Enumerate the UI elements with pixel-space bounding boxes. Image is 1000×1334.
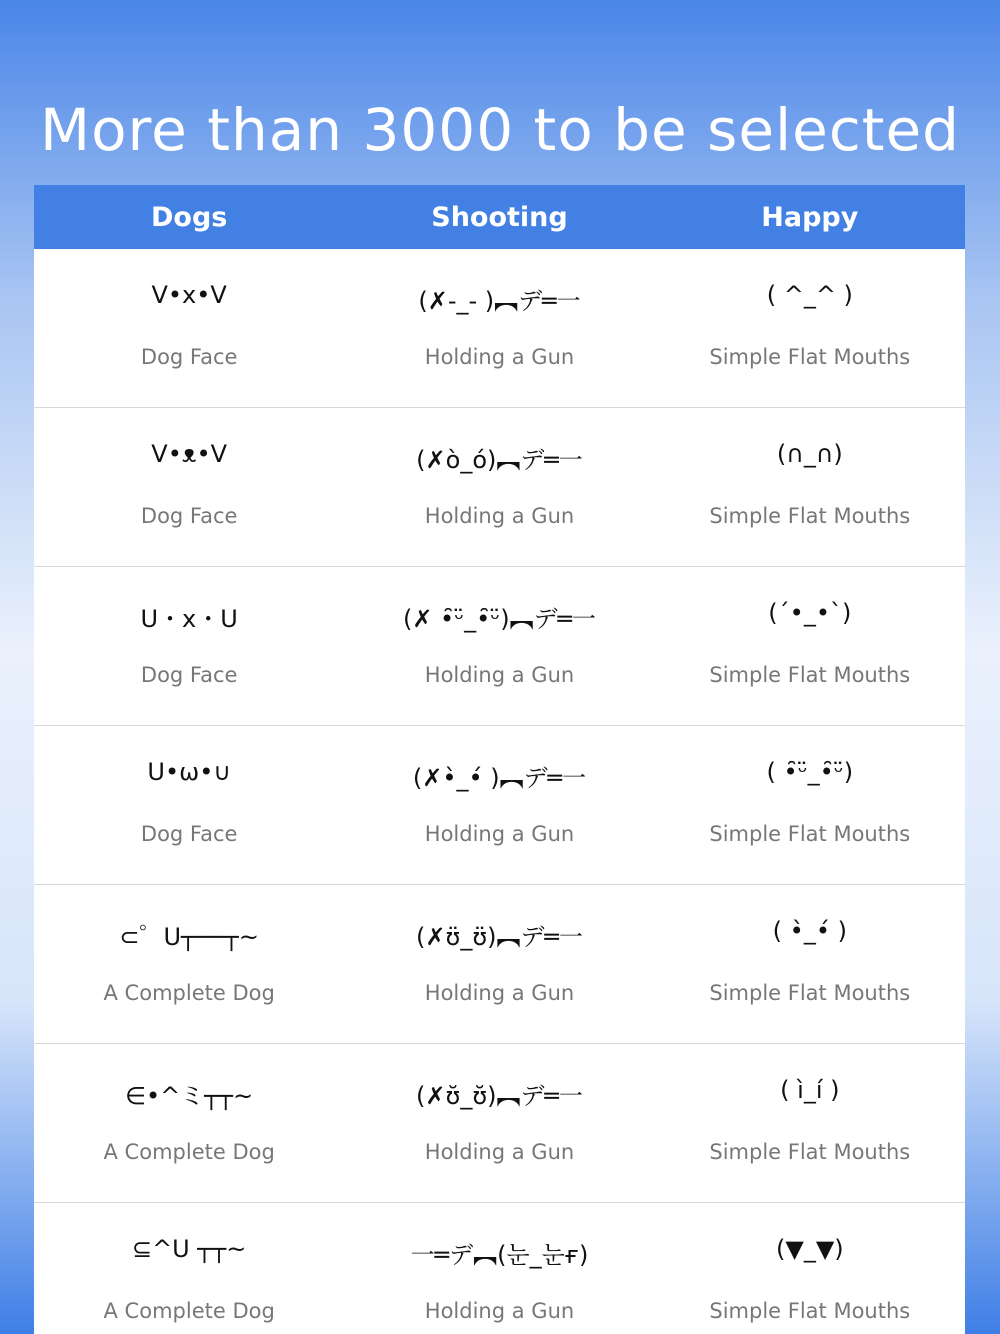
emoticon-description: Simple Flat Mouths	[709, 822, 911, 846]
emoticon-cell[interactable]	[655, 726, 965, 884]
emoticon-description: Dog Face	[140, 663, 238, 687]
emoticon-cell[interactable]	[655, 1203, 965, 1334]
emoticon-description: Holding a Gun	[424, 1299, 575, 1323]
emoticon-cell[interactable]	[655, 885, 965, 1043]
emoticon-cell[interactable]	[344, 885, 654, 1043]
emoticon-description: A Complete Dog	[103, 1299, 275, 1323]
emoticon-face: (✗ •̑ᵕ̈_•̑ᵕ̈)︻デ═一	[402, 605, 597, 633]
table-row	[34, 726, 965, 885]
column-header-happy[interactable]: Happy	[761, 201, 859, 233]
emoticon-description: Simple Flat Mouths	[709, 663, 911, 687]
emoticon-description: Holding a Gun	[424, 981, 575, 1005]
emoticon-face: 一═デ︻(눈_눈ғ)	[410, 1241, 589, 1269]
emoticon-cell[interactable]	[34, 408, 344, 566]
emoticon-description: A Complete Dog	[103, 981, 275, 1005]
emoticon-cell[interactable]	[344, 249, 654, 407]
emoticon-cell[interactable]	[655, 567, 965, 725]
emoticon-table	[34, 185, 965, 1334]
emoticon-face: V•ᴥ•V	[151, 440, 228, 468]
emoticon-face: V•x•V	[151, 281, 227, 309]
emoticon-cell[interactable]	[344, 1044, 654, 1202]
emoticon-cell[interactable]	[34, 1203, 344, 1334]
emoticon-description: Dog Face	[140, 345, 238, 369]
table-row	[34, 249, 965, 408]
table-row	[34, 885, 965, 1044]
table-row	[34, 1203, 965, 1334]
emoticon-cell[interactable]	[344, 408, 654, 566]
emoticon-face: (∩_∩)	[776, 440, 843, 468]
column-header-shooting[interactable]: Shooting	[431, 201, 568, 233]
emoticon-face: (´•_•`)	[768, 599, 852, 627]
emoticon-description: Holding a Gun	[424, 822, 575, 846]
emoticon-face: ⊆^U ┬┬~	[131, 1235, 247, 1263]
emoticon-cell[interactable]	[34, 885, 344, 1043]
emoticon-description: Holding a Gun	[424, 1140, 575, 1164]
emoticon-cell[interactable]	[655, 1044, 965, 1202]
emoticon-description: Holding a Gun	[424, 663, 575, 687]
emoticon-face: ( ì_í )	[780, 1076, 840, 1104]
emoticon-face: ( •̀_•́ )	[772, 917, 847, 945]
emoticon-description: A Complete Dog	[103, 1140, 275, 1164]
emoticon-face: ( •̑ᵕ̈_•̑ᵕ̈)	[766, 758, 854, 786]
emoticon-description: Dog Face	[140, 822, 238, 846]
headline: More than 3000 to be selected	[40, 96, 960, 164]
emoticon-cell[interactable]	[655, 408, 965, 566]
table-header	[34, 185, 965, 249]
table-row	[34, 408, 965, 567]
emoticon-face: ⊂゜U┬──┬~	[119, 923, 259, 951]
emoticon-cell[interactable]	[34, 726, 344, 884]
emoticon-face: U・x・U	[140, 605, 238, 633]
emoticon-cell[interactable]	[34, 249, 344, 407]
emoticon-face: (✗ʊ̆_ʊ̆)︻デ═一	[416, 1082, 583, 1110]
emoticon-description: Simple Flat Mouths	[709, 504, 911, 528]
table-row	[34, 1044, 965, 1203]
emoticon-cell[interactable]	[344, 1203, 654, 1334]
emoticon-description: Simple Flat Mouths	[709, 981, 911, 1005]
emoticon-description: Dog Face	[140, 504, 238, 528]
emoticon-face: (✗•̀_•́ )︻デ═一	[412, 764, 587, 792]
emoticon-description: Holding a Gun	[424, 345, 575, 369]
emoticon-face: U•ω•∪	[147, 758, 231, 786]
emoticon-face: (▼_▼)	[776, 1235, 844, 1263]
emoticon-cell[interactable]	[344, 567, 654, 725]
emoticon-face: ( ^_^ )	[766, 281, 853, 309]
column-header-dogs[interactable]: Dogs	[150, 201, 228, 233]
emoticon-description: Simple Flat Mouths	[709, 1299, 911, 1323]
emoticon-description: Simple Flat Mouths	[709, 345, 911, 369]
emoticon-cell[interactable]	[655, 249, 965, 407]
emoticon-face: ∈•^ミ┬┬~	[125, 1082, 254, 1110]
emoticon-description: Holding a Gun	[424, 504, 575, 528]
emoticon-cell[interactable]	[34, 567, 344, 725]
table-row	[34, 567, 965, 726]
emoticon-face: (✗ò_ó)︻デ═一	[416, 446, 583, 474]
emoticon-description: Simple Flat Mouths	[709, 1140, 911, 1164]
emoticon-face: (✗ʊ̈_ʊ̈)︻デ═一	[416, 923, 583, 951]
emoticon-face: (✗-_- )︻デ═一	[418, 287, 581, 315]
emoticon-cell[interactable]	[34, 1044, 344, 1202]
emoticon-cell[interactable]	[344, 726, 654, 884]
